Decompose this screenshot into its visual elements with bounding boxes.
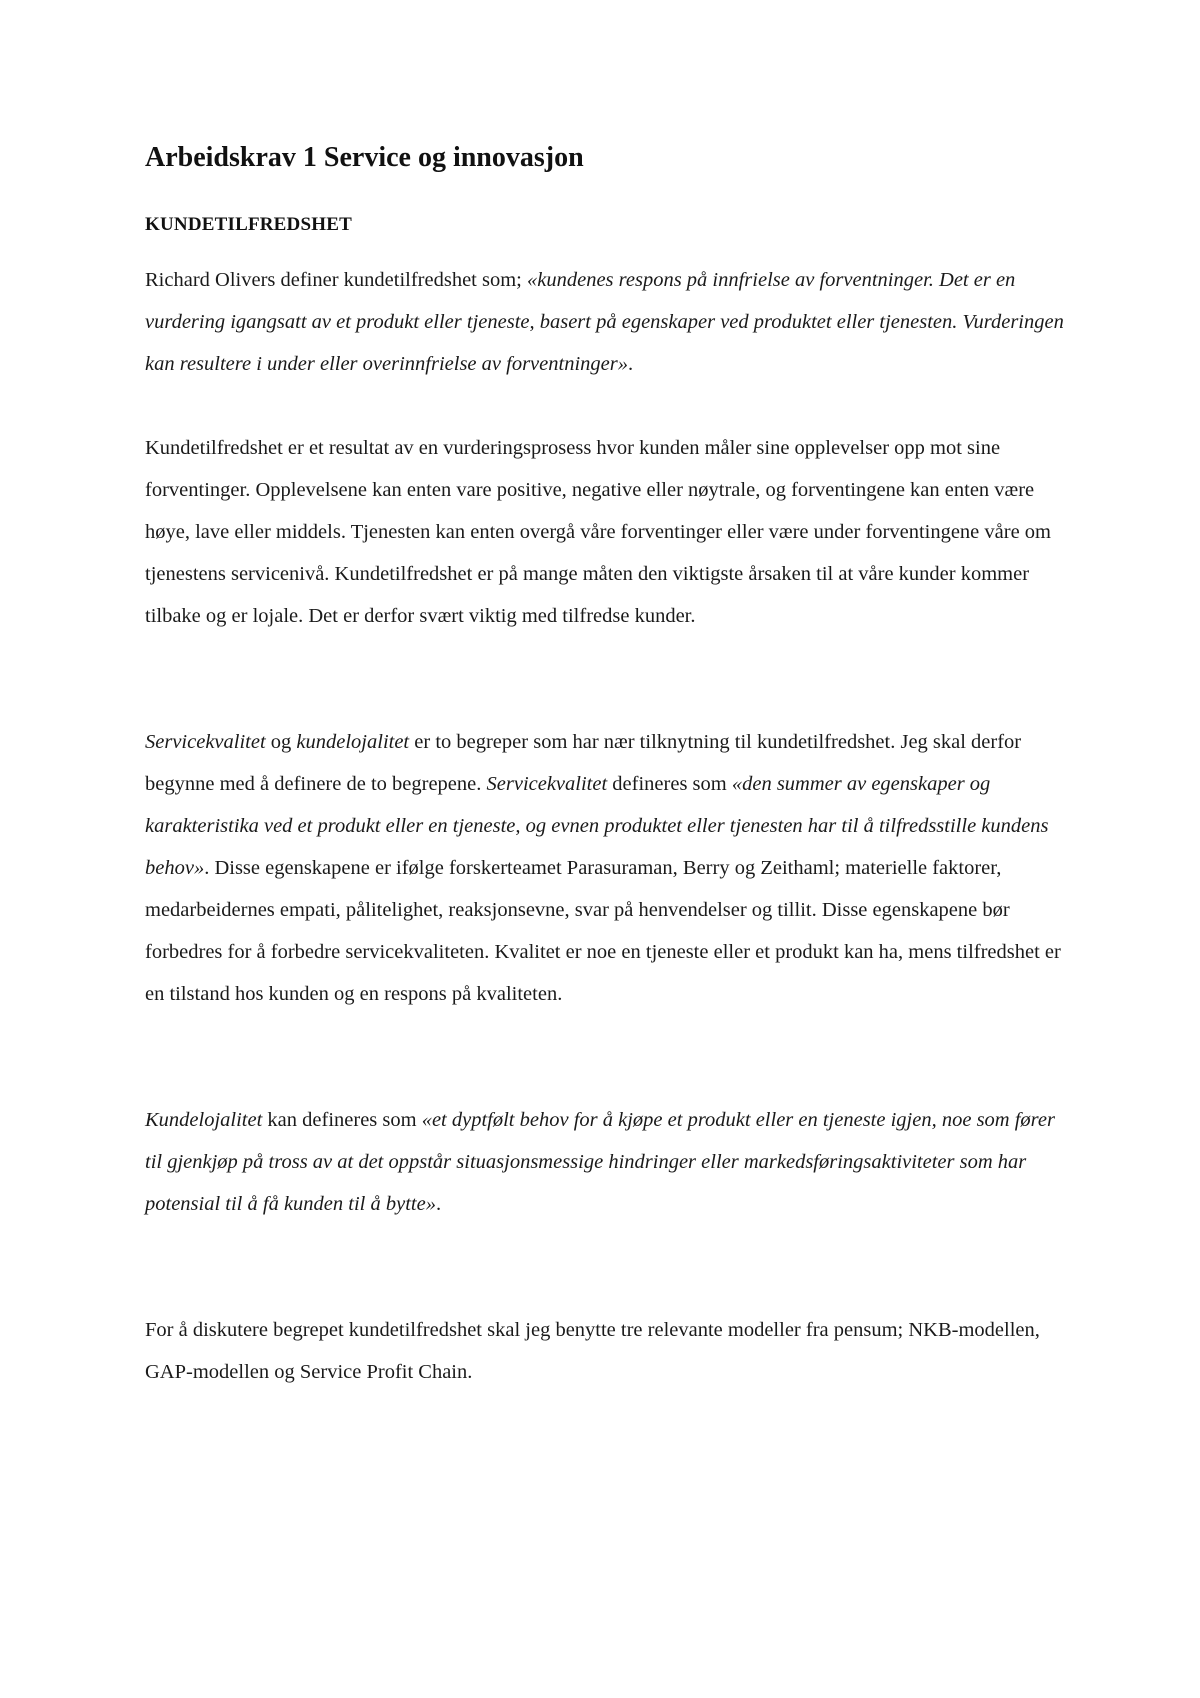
paragraph-kundetilfredshet xyxy=(145,427,1065,637)
paragraph-text: er to begreper som har nær tilknytning til kundetilfredshet. Jeg skal derfor begynne med å definere de to begrepene. xyxy=(145,731,1022,795)
document-page xyxy=(145,140,1065,1393)
paragraph-text: Richard Olivers definer kundetilfredshet som; xyxy=(145,269,527,291)
paragraph-text: . xyxy=(627,353,634,375)
term-text: kundelojalitet xyxy=(296,731,410,753)
section-heading: KUNDETILFREDSHET xyxy=(145,214,352,235)
quote-text: «den summer av egenskaper og karakteristika ved et produkt eller en tjeneste, og evnen produktet eller tjenesten har til å tilfredsstille kundens behov» xyxy=(145,773,1049,879)
quote-text: «et dyptfølt behov for å kjøpe et produkt eller en tjeneste igjen, noe som fører til gjenkjøp på tross av at det oppstår situasjonsmessige hindringer eller markedsføringsaktiviteter som har potensial til å få kunden til å bytte» xyxy=(145,1109,1055,1215)
paragraph-servicekvalitet xyxy=(145,721,1065,1015)
paragraph-modeller xyxy=(145,1309,1065,1393)
quote-text: «kundenes respons på innfrielse av forventninger. Det er en vurdering igangsatt av et produkt eller tjeneste, basert på egenskaper ved produktet eller tjenesten. Vurderingen kan resultere i under eller overinnfrielse av forventninger» xyxy=(145,269,1064,375)
paragraph-text: og xyxy=(265,731,297,753)
paragraph-text: For å diskutere begrepet kundetilfredshet skal jeg benytte tre relevante modeller fra pensum; NKB-modellen, GAP-modellen og Service Profit Chain. xyxy=(145,1319,1040,1383)
paragraph-text: . Disse egenskapene er ifølge forskerteamet Parasuraman, Berry og Zeithaml; materielle faktorer, medarbeidernes empati, pålitelighet, reaksjonsevne, svar på henvendelser og tillit. Disse egenskapene bør forbedres for å forbedre servicekvaliteten. Kvalitet er noe en tjeneste eller et produkt kan ha, mens tilfredshet er en tilstand hos kunden og en respons på kvaliteten. xyxy=(145,857,1061,1005)
term-text: Servicekvalitet xyxy=(145,731,266,753)
term-text: Kundelojalitet xyxy=(145,1109,263,1131)
paragraph-text: Kundetilfredshet er et resultat av en vurderingsprosess hvor kunden måler sine opplevelser opp mot sine forventinger. Opplevelsene kan enten vare positive, negative eller nøytrale, og forventingene kan enten være høye, lave eller middels. Tjenesten kan enten overgå våre forventinger eller være under forventingene våre om tjenestens servicenivå. Kundetilfredshet er på mange måten den viktigste årsaken til at våre kunder kommer tilbake og er lojale. Det er derfor svært viktig med tilfredse kunder. xyxy=(145,437,1052,627)
paragraph-text: . xyxy=(435,1193,442,1215)
term-text: Servicekvalitet xyxy=(486,773,608,795)
paragraph-text: kan defineres som xyxy=(262,1109,422,1131)
document-title: Arbeidskrav 1 Service og innovasjon xyxy=(145,142,584,173)
paragraph-definition xyxy=(145,259,1065,385)
paragraph-text: defineres som xyxy=(607,773,732,795)
paragraph-kundelojalitet xyxy=(145,1099,1065,1225)
